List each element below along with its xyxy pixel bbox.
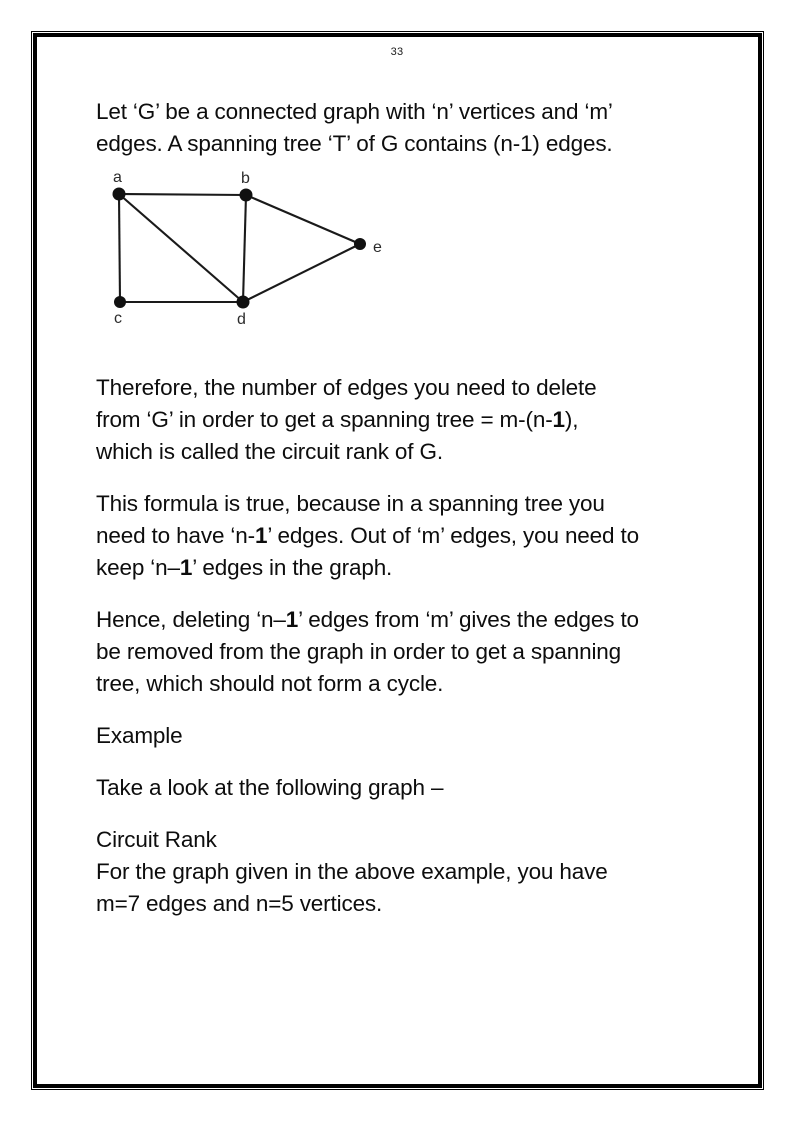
spacer	[96, 804, 716, 824]
heading-circuit-rank: Circuit Rank	[96, 827, 217, 852]
paragraph-intro-line-1: Let ‘G’ be a connected graph with ‘n’ vertices and ‘m’	[96, 99, 613, 124]
paragraph-4-line-1-emphasis: 1	[285, 607, 299, 632]
paragraph-3-line-3-prefix: keep ‘n–	[96, 555, 180, 580]
paragraph-intro-line-2: edges. A spanning tree ‘T’ of G contains (n-1) edges.	[96, 131, 613, 156]
page-number: 33	[390, 46, 404, 58]
vertex-d	[237, 296, 250, 309]
edge-b-d	[243, 195, 246, 302]
paragraph-2-line-2-suffix: ),	[564, 407, 579, 432]
vertex-e	[354, 238, 366, 250]
paragraph-deletion-conclusion	[96, 604, 716, 700]
spacer	[96, 700, 716, 720]
paragraph-intro	[96, 96, 716, 160]
paragraph-7-line-3: m=7 edges and n=5 vertices.	[96, 891, 383, 916]
paragraph-2-line-1: Therefore, the number of edges you need to delete	[96, 375, 597, 400]
graph-vertices	[113, 188, 367, 309]
paragraph-3-line-3-suffix: ’ edges in the graph.	[192, 555, 393, 580]
heading-example: Example	[96, 723, 183, 748]
paragraph-3-line-2-emphasis: 1	[254, 523, 268, 548]
vertex-b	[240, 189, 253, 202]
vertex-label-d: d	[237, 311, 246, 328]
paragraph-2-line-2-emphasis: 1	[552, 407, 565, 432]
graph-diagram	[101, 168, 401, 328]
paragraph-4-line-2: be removed from the graph in order to get a spanning	[96, 639, 622, 664]
edge-b-e	[246, 195, 360, 244]
spacer	[96, 160, 716, 168]
paragraph-circuit-rank-example	[96, 824, 716, 920]
paragraph-formula-explanation	[96, 488, 716, 584]
spacer	[96, 584, 716, 604]
paragraph-3-line-2-suffix: ’ edges. Out of ‘m’ edges, you need to	[267, 523, 639, 548]
paragraph-3-line-3-emphasis: 1	[179, 555, 193, 580]
vertex-label-b: b	[241, 170, 250, 187]
vertex-label-c: c	[114, 310, 122, 327]
vertex-label-a: a	[113, 169, 122, 186]
edge-d-e	[243, 244, 360, 302]
spacer	[96, 468, 716, 488]
edge-a-b	[119, 194, 246, 195]
vertex-label-e: e	[373, 239, 382, 256]
paragraph-take-a-look: Take a look at the following graph –	[96, 775, 444, 800]
document-content	[96, 96, 716, 920]
graph-edges	[119, 194, 360, 302]
paragraph-4-line-1-suffix: ’ edges from ‘m’ gives the edges to	[298, 607, 639, 632]
paragraph-2-line-3: which is called the circuit rank of G.	[96, 439, 443, 464]
paragraph-7-line-2: For the graph given in the above example, you have	[96, 859, 608, 884]
paragraph-circuit-rank-definition	[96, 372, 716, 468]
paragraph-4-line-1-prefix: Hence, deleting ‘n–	[96, 607, 286, 632]
vertex-c	[114, 296, 126, 308]
paragraph-3-line-1: This formula is true, because in a spanning tree you	[96, 491, 605, 516]
edge-a-c	[119, 194, 120, 302]
edge-a-d	[119, 194, 243, 302]
vertex-a	[113, 188, 126, 201]
spacer	[96, 752, 716, 772]
paragraph-4-line-3: tree, which should not form a cycle.	[96, 671, 444, 696]
paragraph-2-line-2-prefix: from ‘G’ in order to get a spanning tree = m-(n-	[96, 407, 553, 432]
paragraph-3-line-2-prefix: need to have ‘n-	[96, 523, 255, 548]
